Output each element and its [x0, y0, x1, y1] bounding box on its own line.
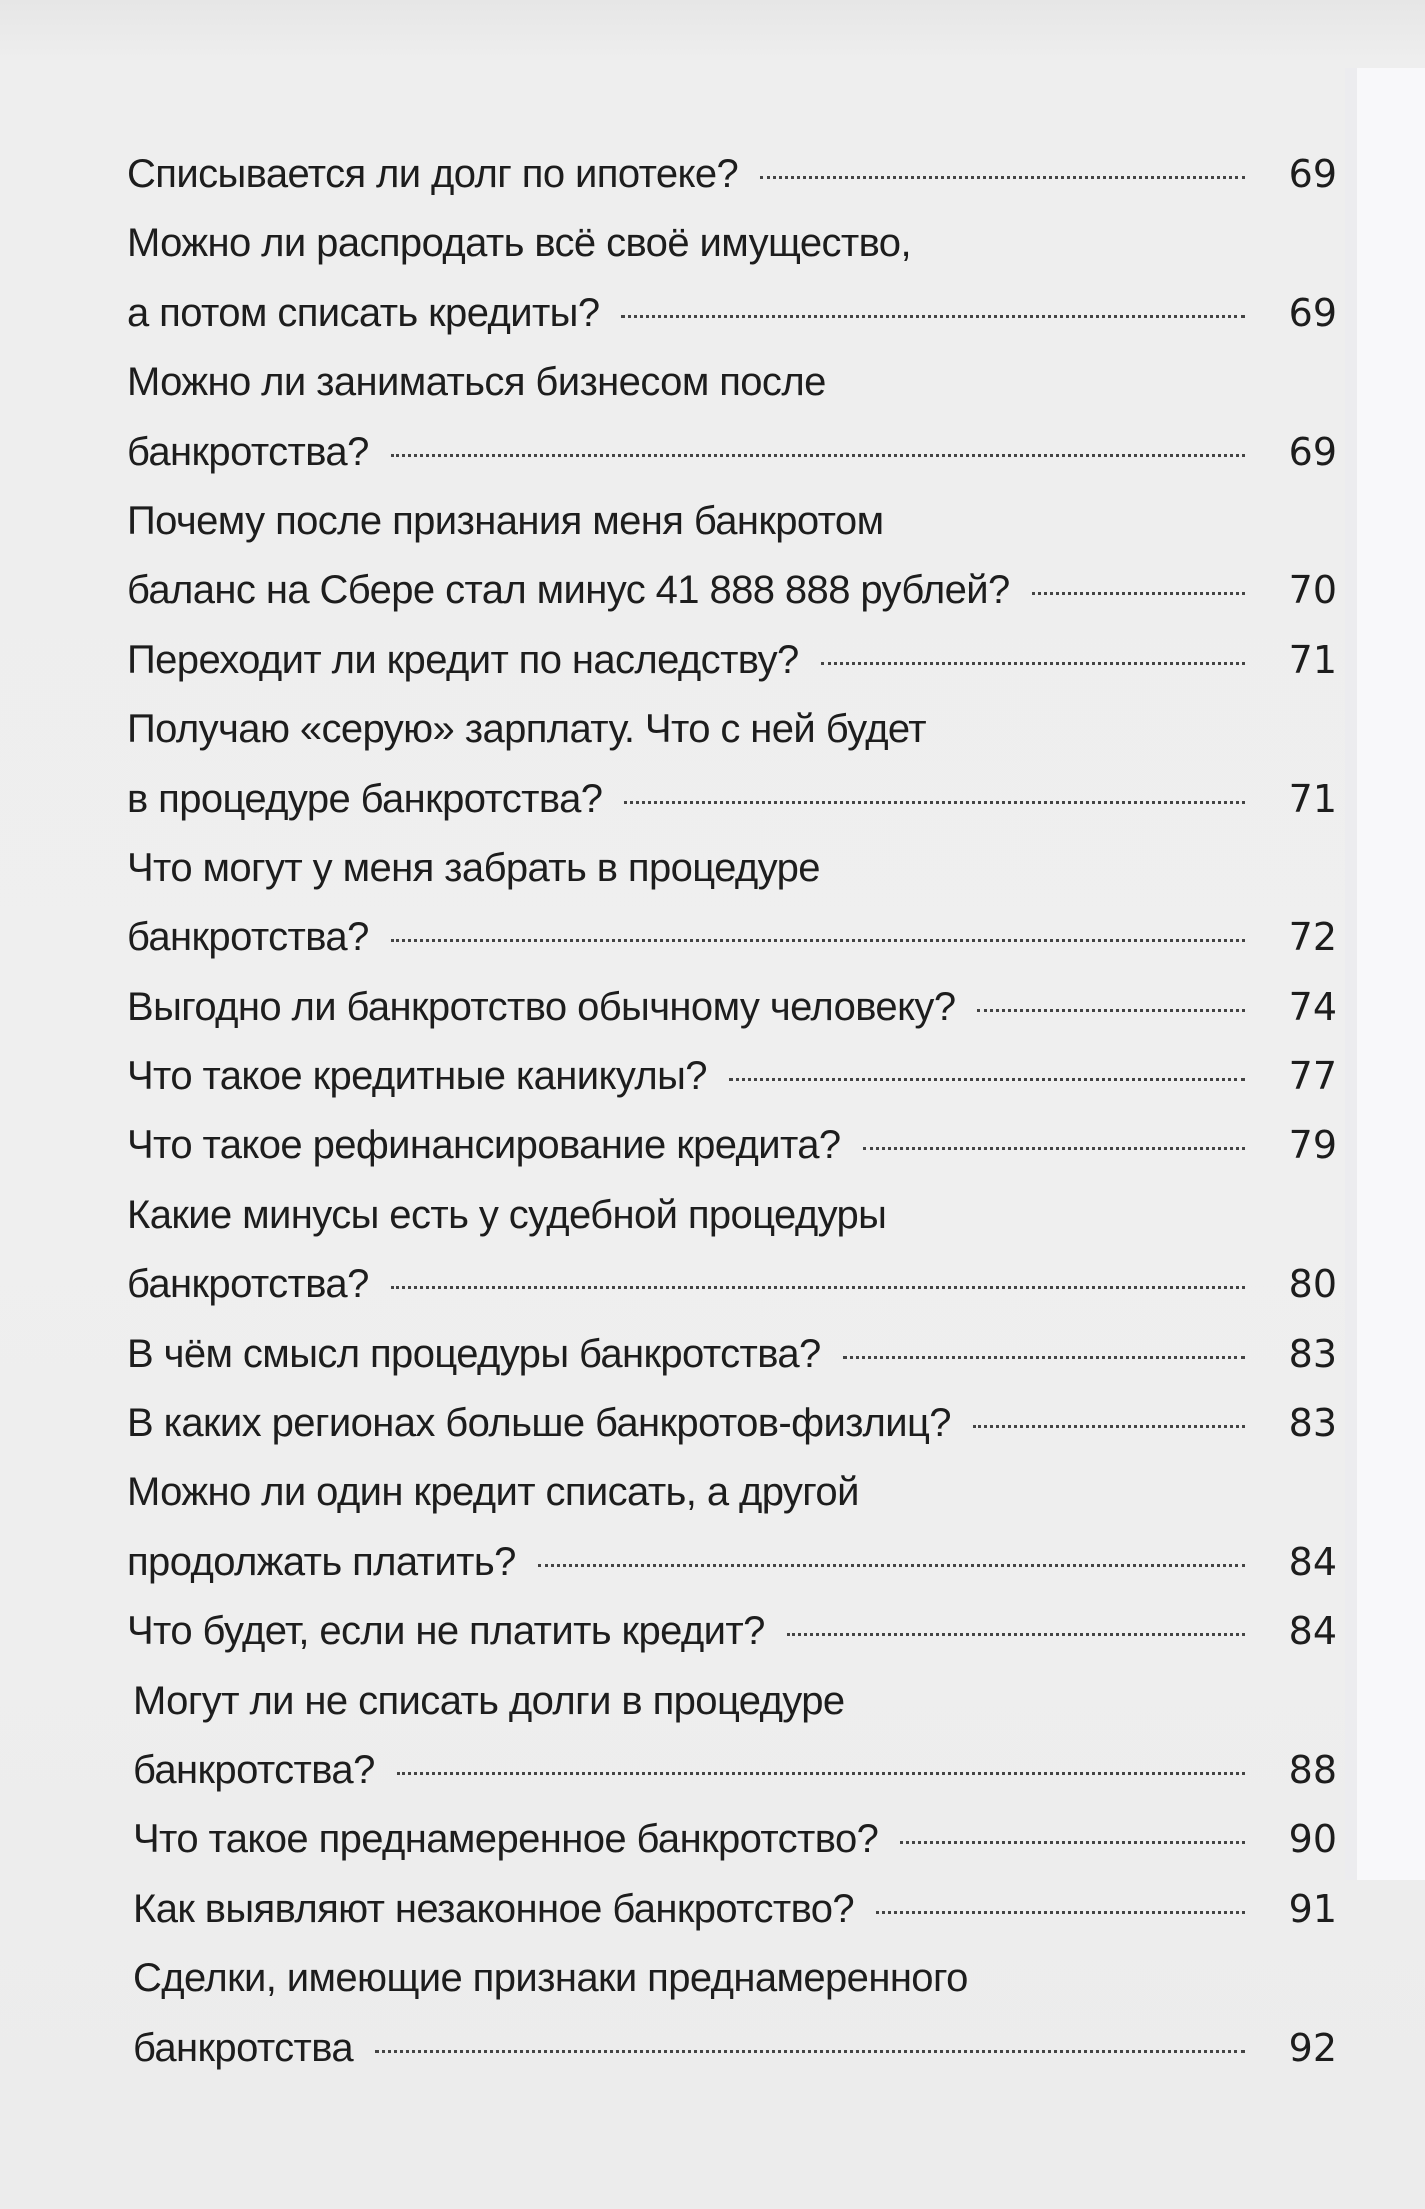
toc-entry-line [127, 1181, 1337, 1250]
toc-entry-title: Что такое преднамеренное банкротство? [133, 1817, 879, 1862]
toc-page-number: 69 [1288, 152, 1337, 196]
toc-entry-title: Как выявляют незаконное банкротство? [133, 1886, 855, 1931]
toc-entry[interactable] [127, 209, 1337, 348]
toc-entry-title: банкротства? [133, 1747, 375, 1792]
toc-entry[interactable] [127, 1111, 1337, 1180]
toc-entry-title: Можно ли заниматься бизнесом после [127, 360, 826, 405]
toc-entry-line [127, 1320, 1337, 1389]
toc-entry-title: банкротства? [127, 1262, 369, 1307]
toc-entry-title: Что такое рефинансирование кредита? [127, 1123, 841, 1168]
toc-page-number: 77 [1288, 1054, 1337, 1099]
page-edge-strip [1345, 68, 1425, 1880]
dot-leader [900, 1841, 1245, 1844]
toc-entry-line [127, 1111, 1337, 1180]
toc-entry[interactable] [127, 1458, 1337, 1597]
toc-entry-title: Что будет, если не платить кредит? [127, 1609, 765, 1654]
toc-entry[interactable] [127, 1320, 1337, 1389]
toc-page-number: 69 [1288, 290, 1337, 335]
toc-entry-title: Что такое кредитные каникулы? [127, 1054, 707, 1099]
toc-entry-title: Что могут у меня забрать в процедуре [127, 845, 820, 890]
toc-entry-title: продолжать платить? [127, 1539, 516, 1584]
toc-page-number: 83 [1288, 1401, 1337, 1446]
toc-entry-line [127, 1944, 1337, 2013]
toc-entry-title: В чём смысл процедуры банкротства? [127, 1331, 821, 1376]
toc-page-number: 90 [1288, 1817, 1337, 1862]
dot-leader [729, 1078, 1245, 1081]
dot-leader [538, 1564, 1245, 1567]
toc-entry-title: Переходит ли кредит по наследству? [127, 637, 799, 682]
toc-page-number: 83 [1288, 1331, 1337, 1376]
toc-entry-line [127, 695, 1337, 764]
toc-page-number: 72 [1288, 915, 1337, 960]
toc-entry-title: Можно ли один кредит списать, а другой [127, 1470, 859, 1515]
toc-entry-line [127, 487, 1337, 556]
dot-leader [624, 801, 1245, 804]
dot-leader [863, 1147, 1245, 1150]
toc-entry-line [127, 1597, 1337, 1666]
toc-entry[interactable] [127, 1597, 1337, 1666]
toc-entry-title: Получаю «серую» зарплату. Что с ней будет [127, 707, 926, 752]
toc-page-number: 92 [1288, 2025, 1337, 2070]
dot-leader [375, 2050, 1245, 2053]
toc-entry-title: банкротства? [127, 429, 369, 474]
toc-entry-line [127, 556, 1337, 625]
toc-entry[interactable] [127, 1181, 1337, 1320]
dot-leader [876, 1911, 1245, 1914]
toc-entry-line [127, 834, 1337, 903]
toc-page-number: 84 [1288, 1609, 1337, 1654]
toc-entry-line [127, 1528, 1337, 1597]
dot-leader [391, 1286, 1245, 1289]
dot-leader [977, 1009, 1245, 1012]
dot-leader [760, 176, 1245, 179]
toc-entry[interactable] [127, 1944, 1337, 2083]
toc-entry[interactable] [127, 348, 1337, 487]
toc-entry-line [127, 1389, 1337, 1458]
toc-entry-line [127, 903, 1337, 972]
toc-page-number: 80 [1288, 1262, 1337, 1307]
toc-entry-title: Какие минусы есть у судебной процедуры [127, 1192, 887, 1237]
toc-entry-line [127, 626, 1337, 695]
dot-leader [787, 1633, 1245, 1636]
toc-entry-line [127, 418, 1337, 487]
toc-page-number: 91 [1288, 1886, 1337, 1931]
toc-entry[interactable] [127, 695, 1337, 834]
dot-leader [391, 454, 1245, 457]
toc-entry-title: банкротства? [127, 915, 369, 960]
toc-page-number: 71 [1288, 776, 1337, 821]
toc-entry-line [127, 348, 1337, 417]
toc-entry-title: банкротства [133, 2025, 354, 2070]
toc-entry-line [127, 2014, 1337, 2083]
toc-entry-title: Выгодно ли банкротство обычному человеку? [127, 984, 956, 1029]
dot-leader [1032, 592, 1245, 595]
toc-entry-title: Можно ли распродать всё своё имущество, [127, 221, 911, 266]
toc-entry-line [127, 1736, 1337, 1805]
toc-entry[interactable] [127, 1042, 1337, 1111]
dot-leader [973, 1425, 1245, 1428]
toc-entry[interactable] [127, 1389, 1337, 1458]
toc-page-number: 79 [1288, 1123, 1337, 1168]
dot-leader [391, 939, 1245, 942]
toc-entry[interactable] [127, 626, 1337, 695]
toc-page-number: 69 [1288, 429, 1337, 474]
toc-entry-line [127, 1875, 1337, 1944]
toc-entry-line [127, 140, 1337, 209]
toc-entry[interactable] [127, 487, 1337, 626]
dot-leader [621, 315, 1245, 318]
toc-entry-title: баланс на Сбере стал минус 41 888 888 рублей? [127, 568, 1010, 613]
toc-entry-title: Сделки, имеющие признаки преднамеренного [133, 1956, 968, 2001]
toc-entry-line [127, 279, 1337, 348]
dot-leader [397, 1772, 1245, 1775]
toc-page-number: 84 [1288, 1539, 1337, 1584]
toc-entry-line [127, 209, 1337, 278]
toc-entry-line [127, 1458, 1337, 1527]
toc-entry[interactable] [127, 1875, 1337, 1944]
toc-entry-line [127, 765, 1337, 834]
toc-entry[interactable] [127, 140, 1337, 209]
toc-entry[interactable] [127, 1667, 1337, 1806]
toc-page-number: 70 [1288, 568, 1337, 613]
toc-page-number: 71 [1288, 637, 1337, 682]
toc-page-number: 74 [1288, 984, 1337, 1029]
toc-entry-line [127, 1250, 1337, 1319]
toc-entry-line [127, 1805, 1337, 1874]
toc-entry-line [127, 973, 1337, 1042]
toc-entry-line [127, 1667, 1337, 1736]
toc-entry-title: в процедуре банкротства? [127, 776, 603, 821]
toc-entry-title: Могут ли не списать долги в процедуре [133, 1678, 845, 1723]
dot-leader [843, 1356, 1245, 1359]
toc-entry-line [127, 1042, 1337, 1111]
toc-entry-title: Почему после признания меня банкротом [127, 498, 884, 543]
toc-entry-title: а потом списать кредиты? [127, 290, 600, 335]
toc-page-number: 88 [1288, 1747, 1337, 1792]
dot-leader [821, 662, 1245, 665]
toc-entry-title: В каких регионах больше банкротов-физлиц? [127, 1401, 951, 1446]
toc-entry[interactable] [127, 834, 1337, 973]
toc-entry[interactable] [127, 973, 1337, 1042]
table-of-contents [127, 140, 1337, 2083]
toc-entry-title: Списывается ли долг по ипотеке? [127, 152, 739, 196]
toc-entry[interactable] [127, 1805, 1337, 1874]
